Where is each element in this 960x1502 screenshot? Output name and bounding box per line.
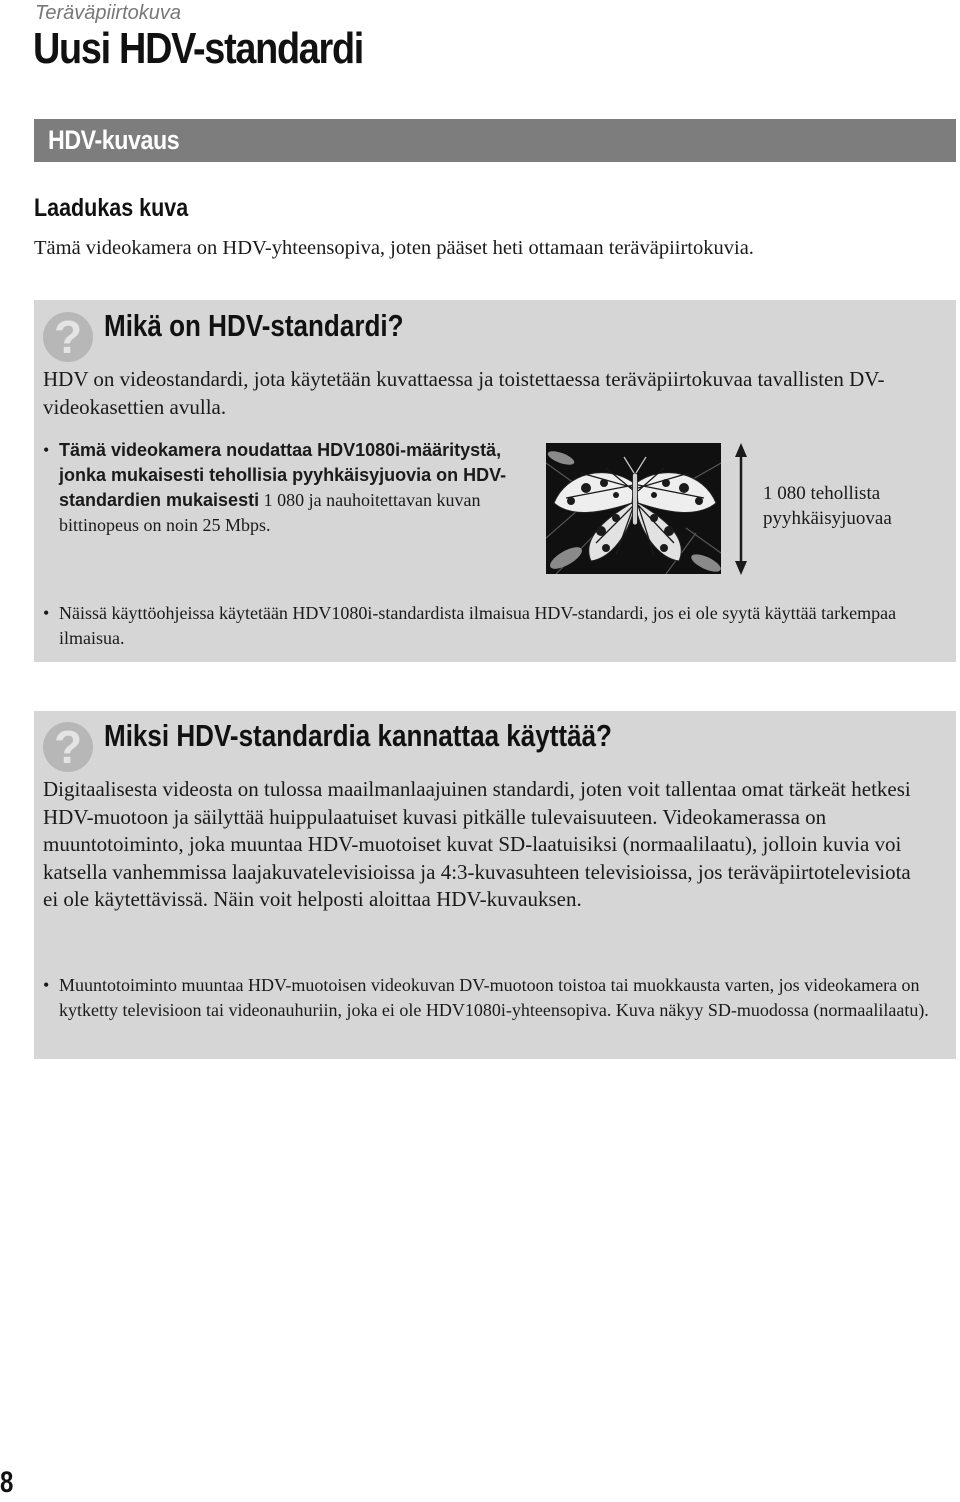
box-title: Mikä on HDV-standardi? xyxy=(104,308,404,343)
list-item xyxy=(43,973,949,1023)
height-arrow-icon xyxy=(731,443,751,575)
intro-text: Tämä videokamera on HDV-yhteensopiva, joten pääset heti ottamaan teräväpiirtokuvia. xyxy=(34,237,754,259)
section-header-bar xyxy=(34,119,956,162)
bullet-dot: • xyxy=(43,603,50,623)
list-item xyxy=(43,601,939,651)
question-mark-icon xyxy=(43,312,93,362)
subheading: Laadukas kuva xyxy=(34,194,189,222)
bullet-dot: • xyxy=(43,975,50,995)
butterfly-photo xyxy=(546,443,721,574)
section-heading: HDV-kuvaus xyxy=(48,125,180,155)
box-paragraph: HDV on videostandardi, jota käytetään kuvattaessa ja toistettaessa teräväpiirtokuvaa tavallisten DV-videokasettien avulla. xyxy=(43,367,885,419)
bullet-text: 1 080 ja nauhoitettavan kuvan bittinopeus on noin 25 Mbps. xyxy=(59,490,481,535)
bullet-text: Näissä käyttöohjeissa käytetään HDV1080i-standardista ilmaisua HDV-standardi, jos ei ole syytä käyttää tarkempaa ilmaisua. xyxy=(59,603,897,648)
list-item xyxy=(43,438,537,538)
question-mark-glyph: ? xyxy=(53,311,83,363)
page-title: Uusi HDV-standardi xyxy=(33,24,364,73)
bullet-text: Muuntotoiminto muuntaa HDV-muotoisen videokuvan DV-muotoon toistoa tai muokkausta varten, jos videokamera on kytketty televisioon tai videonauhuriin, joka ei ole HDV1080i-yhteensopiva. Kuva näkyy SD-muodossa (normaalilaatu). xyxy=(59,975,929,1020)
bullet-dot: • xyxy=(43,440,50,460)
info-box-why-hdv xyxy=(34,711,956,1059)
scanline-label: 1 080 tehollista pyyhkäisyjuovaa xyxy=(763,483,892,529)
info-box-what-is-hdv xyxy=(34,300,956,662)
question-mark-icon xyxy=(43,722,93,772)
page-number: 8 xyxy=(0,1466,14,1499)
box-title: Miksi HDV-standardia kannattaa käyttää? xyxy=(104,718,612,753)
box-paragraph: Digitaalisesta videosta on tulossa maailmanlaajuinen standardi, joten voit tallentaa omat tärkeät hetkesi HDV-muotoon ja säilyttää huippulaatuiset kuvasi pitkälle tulevaisuuteen. Videokamerassa on muuntotoiminto, joka muuntaa HDV-muotoiset kuvat SD-laatuisiksi (normaalilaatu), jolloin kuvia voi katsella vanhemmissa laajakuvatelevisioissa ja 4:3-kuvasuhteen televisioissa, jos teräväpiirtotelevisiota ei ole käytettävissä. Näin voit helposti aloittaa HDV-kuvauksen. xyxy=(43,777,911,911)
chapter-kicker: Teräväpiirtokuva xyxy=(35,2,182,24)
question-mark-glyph: ? xyxy=(53,721,83,773)
bullet-bold-text: Tämä videokamera noudattaa HDV1080i-määritystä, jonka mukaisesti tehollisia pyyhkäisyjuovia on HDV-standardien mukaisesti xyxy=(59,440,507,510)
butterfly-image xyxy=(546,443,721,574)
